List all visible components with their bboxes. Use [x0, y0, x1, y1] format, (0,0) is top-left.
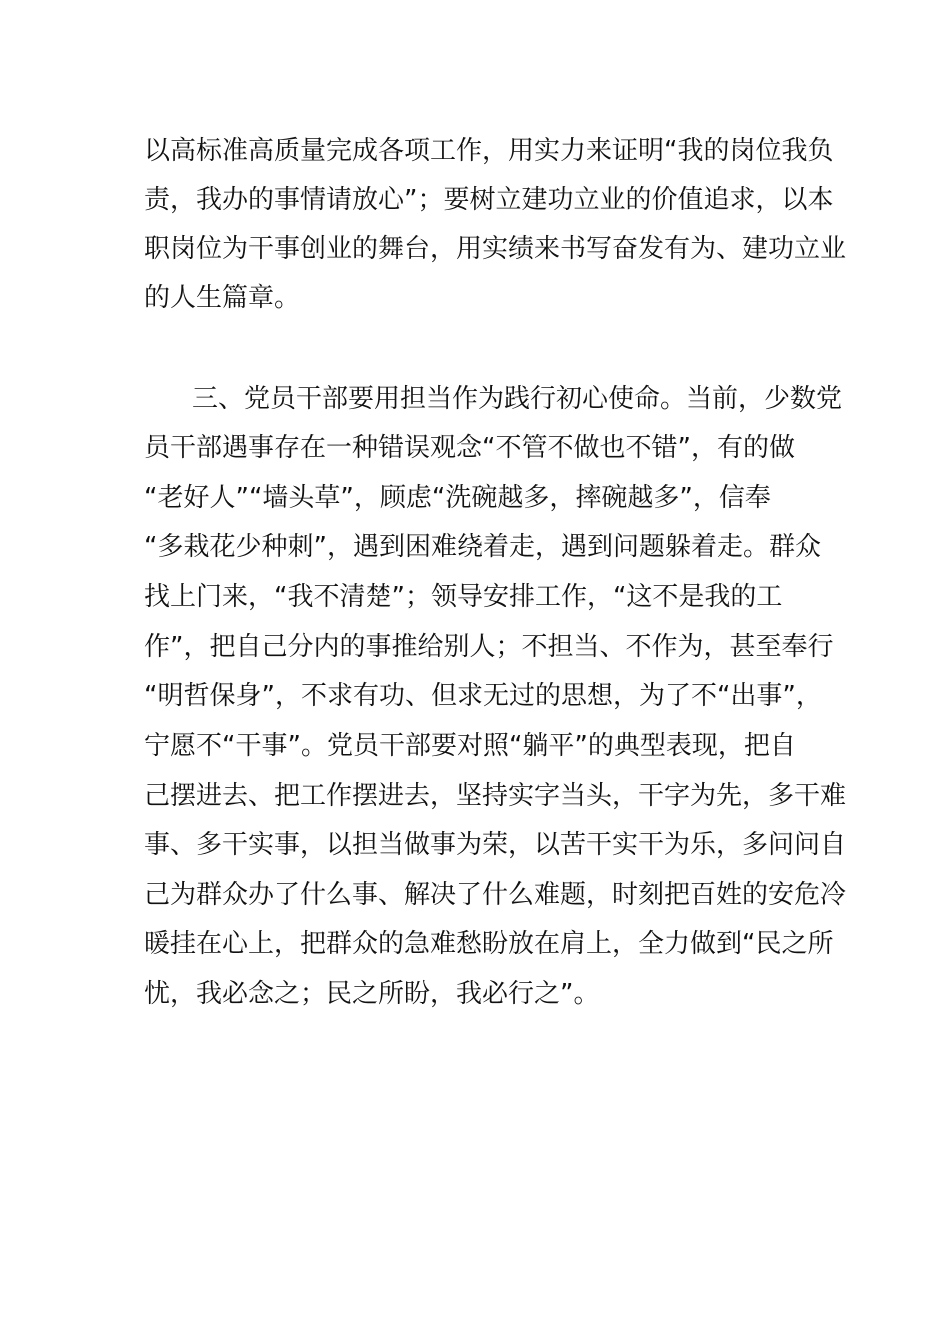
paragraph-line: 的人生篇章。 — [144, 283, 301, 313]
paragraph-line: 员干部遇事存在一种错误观念“不管不做也不错”，有的做 — [144, 433, 795, 463]
paragraph-line: 三、党员干部要用担当作为践行初心使命。当前，少数党 — [192, 384, 843, 414]
paragraph-line: 以高标准高质量完成各项工作，用实力来证明“我的岗位我负 — [144, 136, 834, 166]
paragraph-line: 宁愿不“干事”。党员干部要对照“躺平”的典型表现，把自 — [144, 731, 796, 761]
paragraph-line: 找上门来，“我不清楚”；领导安排工作，“这不是我的工 — [144, 582, 783, 612]
paragraph-line: 责，我办的事情请放心”；要树立建功立业的价值追求，以本 — [144, 185, 834, 215]
paragraph-line: 职岗位为干事创业的舞台，用实绩来书写奋发有为、建功立业 — [144, 234, 847, 264]
paragraph-line: 事、多干实事，以担当做事为荣，以苦干实干为乐，多问问自 — [144, 830, 847, 860]
paragraph-line: “老好人”“墙头草”，顾虑“洗碗越多，摔碗越多”，信奉 — [144, 483, 771, 513]
paragraph-line: “明哲保身”，不求有功、但求无过的思想，为了不“出事”， — [144, 681, 822, 711]
paragraph-line: 暖挂在心上，把群众的急难愁盼放在肩上，全力做到“民之所 — [144, 929, 834, 959]
paragraph-line: 忧，我必念之；民之所盼，我必行之”。 — [144, 979, 600, 1009]
paragraph-line: 己为群众办了什么事、解决了什么难题，时刻把百姓的安危冷 — [144, 880, 847, 910]
paragraph-line: “多栽花少种刺”，遇到困难绕着走，遇到问题躲着走。群众 — [144, 532, 821, 562]
paragraph-line: 作”，把自己分内的事推给别人；不担当、不作为，甚至奉行 — [144, 632, 834, 662]
paragraph-line: 己摆进去、把工作摆进去，坚持实字当头，干字为先，多干难 — [144, 781, 847, 811]
